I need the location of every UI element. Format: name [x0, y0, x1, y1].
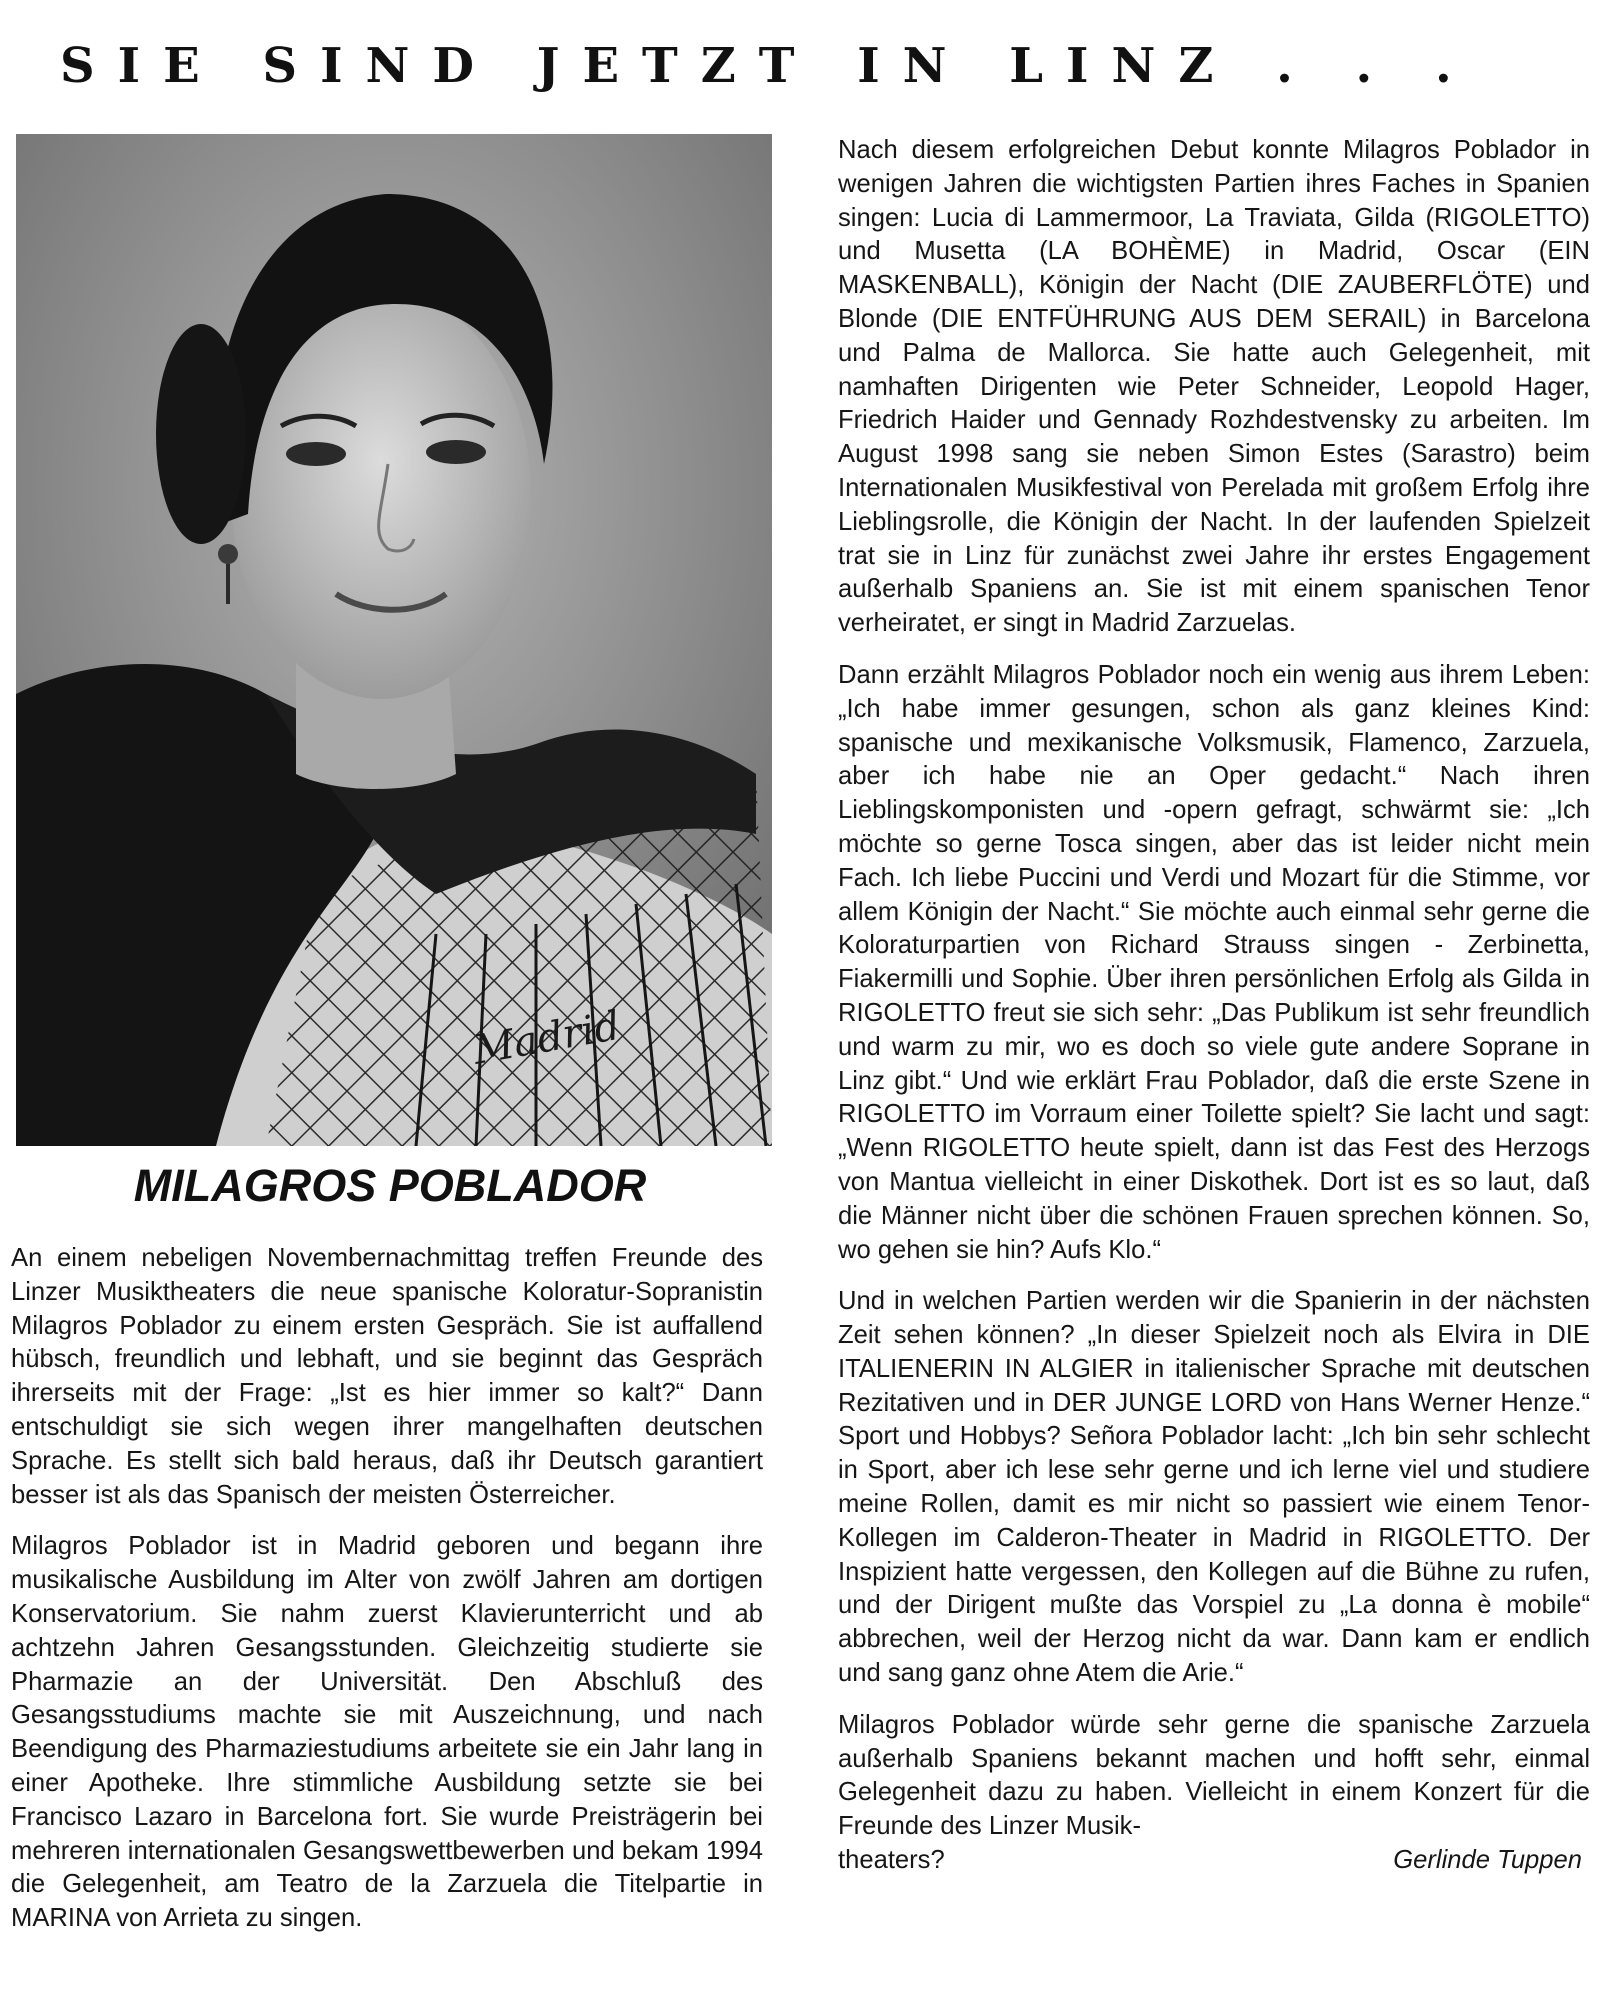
portrait-photo: [16, 134, 772, 1146]
paragraph: Nach diesem erfolgreichen Debut konnte Milagros Poblador in wenigen Jahren die wichtigsten Partien ihres Faches in Spanien singen: Lucia di Lammermoor, La Traviata, Gilda (RIGOLETTO) und Musetta (LA BOHÈME) in Madrid, Oscar (EIN MASKENBALL), Königin der Nacht (DIE ZAUBERFLÖTE) und Blonde (DIE ENTFÜHRUNG AUS DEM SERAIL) in Barcelona und Palma de Mallorca. Sie hatte auch Gelegenheit, mit namhaften Dirigenten wie Peter Schneider, Leopold Hager, Friedrich Haider und Gennady Rozhdestvensky zu arbeiten. Im August 1998 sang sie neben Simon Estes (Sarastro) beim Internationalen Musikfestival von Perelada mit großem Erfolg ihre Lieblingsrolle, die Königin der Nacht. In der laufenden Spielzeit trat sie in Linz für zunächst zwei Jahre ihr erstes Engagement außerhalb Spaniens an. Sie ist mit einem spanischen Tenor verheiratet, er singt in Madrid Zarzuelas.: [838, 136, 1590, 638]
paragraph: An einem nebeligen Novembernachmittag treffen Freunde des Linzer Musiktheaters die neue spanische Koloratur-Sopranistin Milagros Poblador zu einem ersten Gespräch. Sie ist auffallend hübsch, freundlich und lebhaft, und sie beginnt das Gespräch ihrerseits mit der Frage: „Ist es hier immer so kalt?“ Dann entschuldigt sie sich wegen ihrer mangelhaften deutschen Sprache. Es stellt sich bald heraus, daß ihr Deutsch garantiert besser ist als das Spanisch der meisten Österreicher.: [11, 1244, 763, 1509]
paragraph: Milagros Poblador ist in Madrid geboren und begann ihre musikalische Ausbildung im Alter von zwölf Jahren am dortigen Konservatorium. Sie nahm zuerst Klavierunterricht und ab achtzehn Jahren Gesangsstunden. Gleichzeitig studierte sie Pharmazie an der Universität. Den Abschluß des Gesangsstudiums machte sie mit Auszeichnung, und nach Beendigung des Pharmaziestudiums arbeitete sie ein Jahr lang in einer Apotheke. Ihre stimmliche Ausbildung setzte sie bei Francisco Lazaro in Barcelona fort. Sie wurde Preisträgerin bei mehreren internationalen Gesangswettbewerben und bekam 1994 die Gelegenheit, am Teatro de la Zarzuela die Titelpartie in MARINA von Arrieta zu singen.: [11, 1532, 763, 1933]
closing-line: [838, 1844, 1590, 1878]
author-byline: Gerlinde Tuppen: [1393, 1846, 1582, 1875]
photo-signature: Madrid: [469, 1002, 624, 1074]
portrait-illustration: [16, 134, 772, 1146]
paragraph: Dann erzählt Milagros Poblador noch ein wenig aus ihrem Leben: „Ich habe immer gesungen, schon als ganz kleines Kind: spanische und mexikanische Volksmusik, Flamenco, Zarzuela, aber ich habe nie an Oper gedacht.“ Nach ihren Lieblingskomponisten und -opern gefragt, schwärmt sie: „Ich möchte so gerne Tosca singen, aber das ist leider nicht mein Fach. Ich liebe Puccini und Verdi und Mozart für die Stimme, vor allem Königin der Nacht.“ Sie möchte auch einmal sehr gerne die Koloraturpartien von Richard Strauss singen - Zerbinetta, Fiakermilli und Sophie. Über ihren persönlichen Erfolg als Gilda in RIGOLETTO freut sie sich sehr: „Das Publikum ist sehr freundlich und warm zu mir, wo es doch so viele gute andere Soprane in Linz gibt.“ Und wie erklärt Frau Poblador, daß die erste Szene in RIGOLETTO im Vorraum einer Toilette spielt? Sie lacht und sagt: „Wenn RIGOLETTO heute spielt, dann ist das Fest des Herzogs von Mantua vielleicht in einer Diskothek. Dort ist es so laut, daß die Männer nicht über die schönen Frauen sprechen können. So, wo gehen sie hin? Aufs Klo.“: [838, 660, 1590, 1264]
closing-fragment: theaters?: [838, 1846, 945, 1875]
person-name: MILAGROS POBLADOR: [133, 1160, 647, 1211]
left-column: [11, 1242, 763, 1936]
paragraph: Milagros Poblador würde sehr gerne die spanische Zarzuela außerhalb Spaniens bekannt machen und hofft sehr, einmal Gelegenheit dazu zu haben. Vielleicht in einem Konzert für die Freunde des Linzer Musik-: [838, 1710, 1590, 1841]
right-column: [838, 134, 1590, 1878]
paragraph: Und in welchen Partien werden wir die Spanierin in der nächsten Zeit sehen können? „In dieser Spielzeit noch als Elvira in DIE ITALIENERIN IN ALGIER in italienischer Sprache mit deutschen Rezitativen und in DER JUNGE LORD von Hans Werner Henze.“ Sport und Hobbys? Señora Poblador lacht: „Ich bin sehr schlecht in Sport, aber ich lese sehr gerne und ich lerne viel und studiere meine Rollen, damit es mir nicht so passiert wie einem Tenor-Kollegen im Calderon-Theater in Madrid in RIGOLETTO. Der Inspizient hatte vergessen, den Kollegen auf die Bühne zu rufen, und der Dirigent mußte das Vorspiel zu „La donna è mobile“ abbrechen, weil der Herzog nicht da war. Dann kam er endlich und sang ganz ohne Atem die Arie.“: [838, 1287, 1590, 1688]
headline: SIE SIND JETZT IN LINZ . . .: [60, 38, 1475, 94]
